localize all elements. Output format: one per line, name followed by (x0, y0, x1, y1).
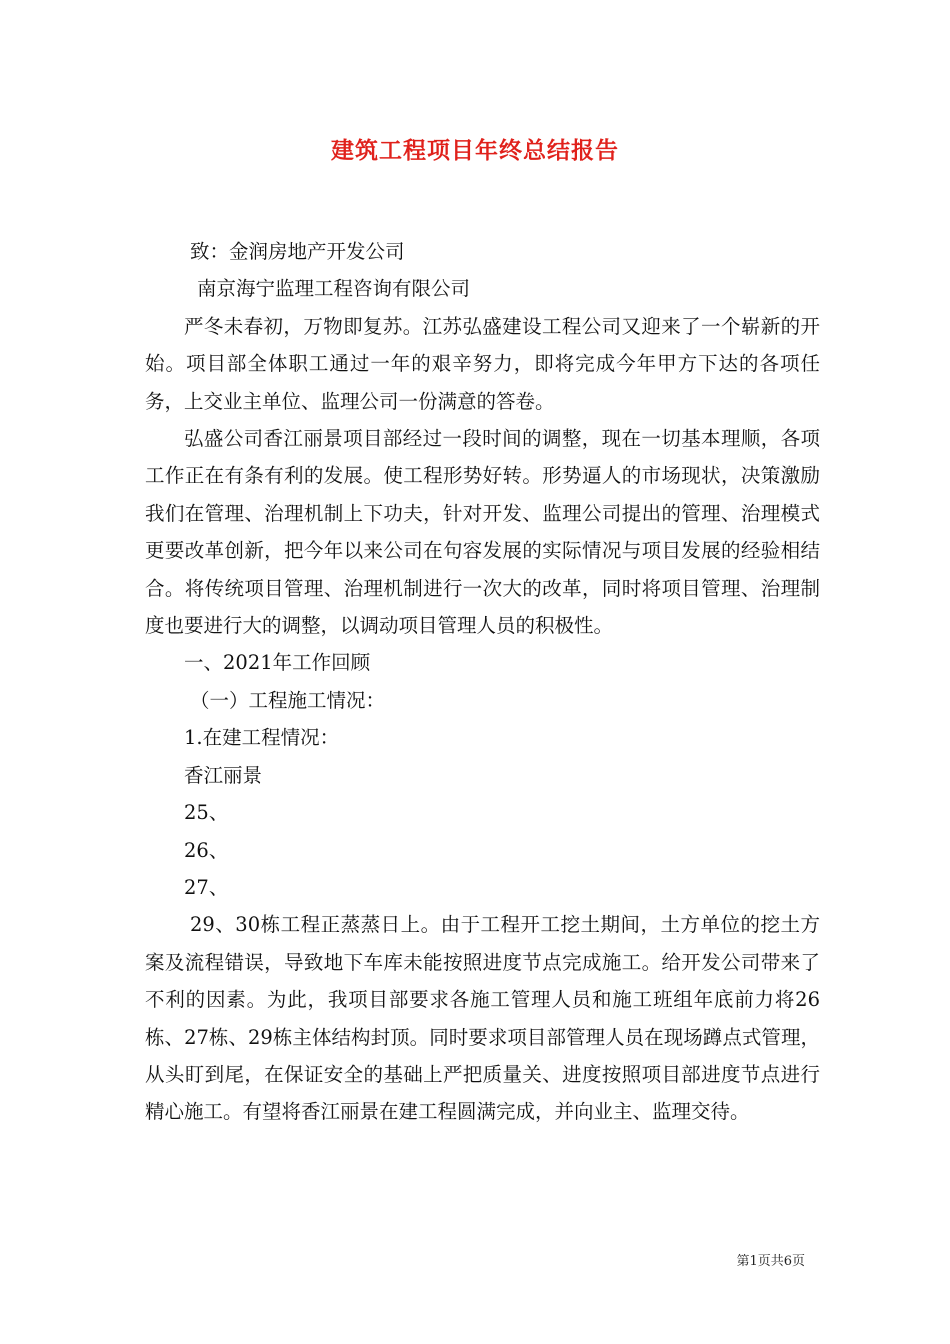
section-heading-review: 一、2021年工作回顾 (184, 651, 371, 675)
paragraph-adjustment: 弘盛公司香江丽景项目部经过一段时间的调整，现在一切基本理顺，各项工作正在有条有利的发展。使工程形势好转。形势逼人的市场现状，决策激励我们在管理、治理机制上下功夫，针对开发、监理公司提出的管理、治理模式更要改革创新，把今年以来公司在句容发展的实际情况与项目发展的经验相结合。将传统项目管理、治理机制进行一次大的改革，同时将项目管理、治理制度也要进行大的调整，以调动项目管理人员的积极性。 (145, 427, 820, 638)
item-heading-ongoing: 1.在建工程情况： (184, 726, 340, 750)
building-25: 25、 (184, 801, 229, 825)
paragraph-intro: 严冬未春初，万物即复苏。江苏弘盛建设工程公司又迎来了一个崭新的开始。项目部全体职工通过一年的艰辛努力，即将完成今年甲方下达的各项任务，上交业主单位、监理公司一份满意的答卷。 (145, 314, 820, 413)
document-title: 建筑工程项目年终总结报告 (331, 137, 619, 164)
paragraph-progress: 29、30栋工程正蒸蒸日上。由于工程开工挖土期间，土方单位的挖土方案及流程错误，导致地下车库未能按照进度节点完成施工。给开发公司带来了不利的因素。为此，我项目部要求各施工管理人员和施工班组年底前力将26栋、27栋、29栋主体结构封顶。同时要求项目部管理人员在现场蹲点式管理，从头盯到尾，在保证安全的基础上严把质量关、进度按照项目部进度节点进行精心施工。有望将香江丽景在建工程圆满完成，并向业主、监理交待。 (145, 913, 820, 1124)
building-27: 27、 (184, 875, 229, 899)
document-body (145, 233, 820, 1131)
sender-line: 南京海宁监理工程咨询有限公司 (197, 277, 471, 301)
page-number: 第1页共6页 (736, 1254, 805, 1269)
subsection-heading-construction: （一）工程施工情况： (190, 688, 386, 712)
building-26: 26、 (184, 838, 229, 862)
project-name: 香江丽景 (184, 763, 263, 787)
addressee-line: 致：金润房地产开发公司 (190, 240, 405, 263)
